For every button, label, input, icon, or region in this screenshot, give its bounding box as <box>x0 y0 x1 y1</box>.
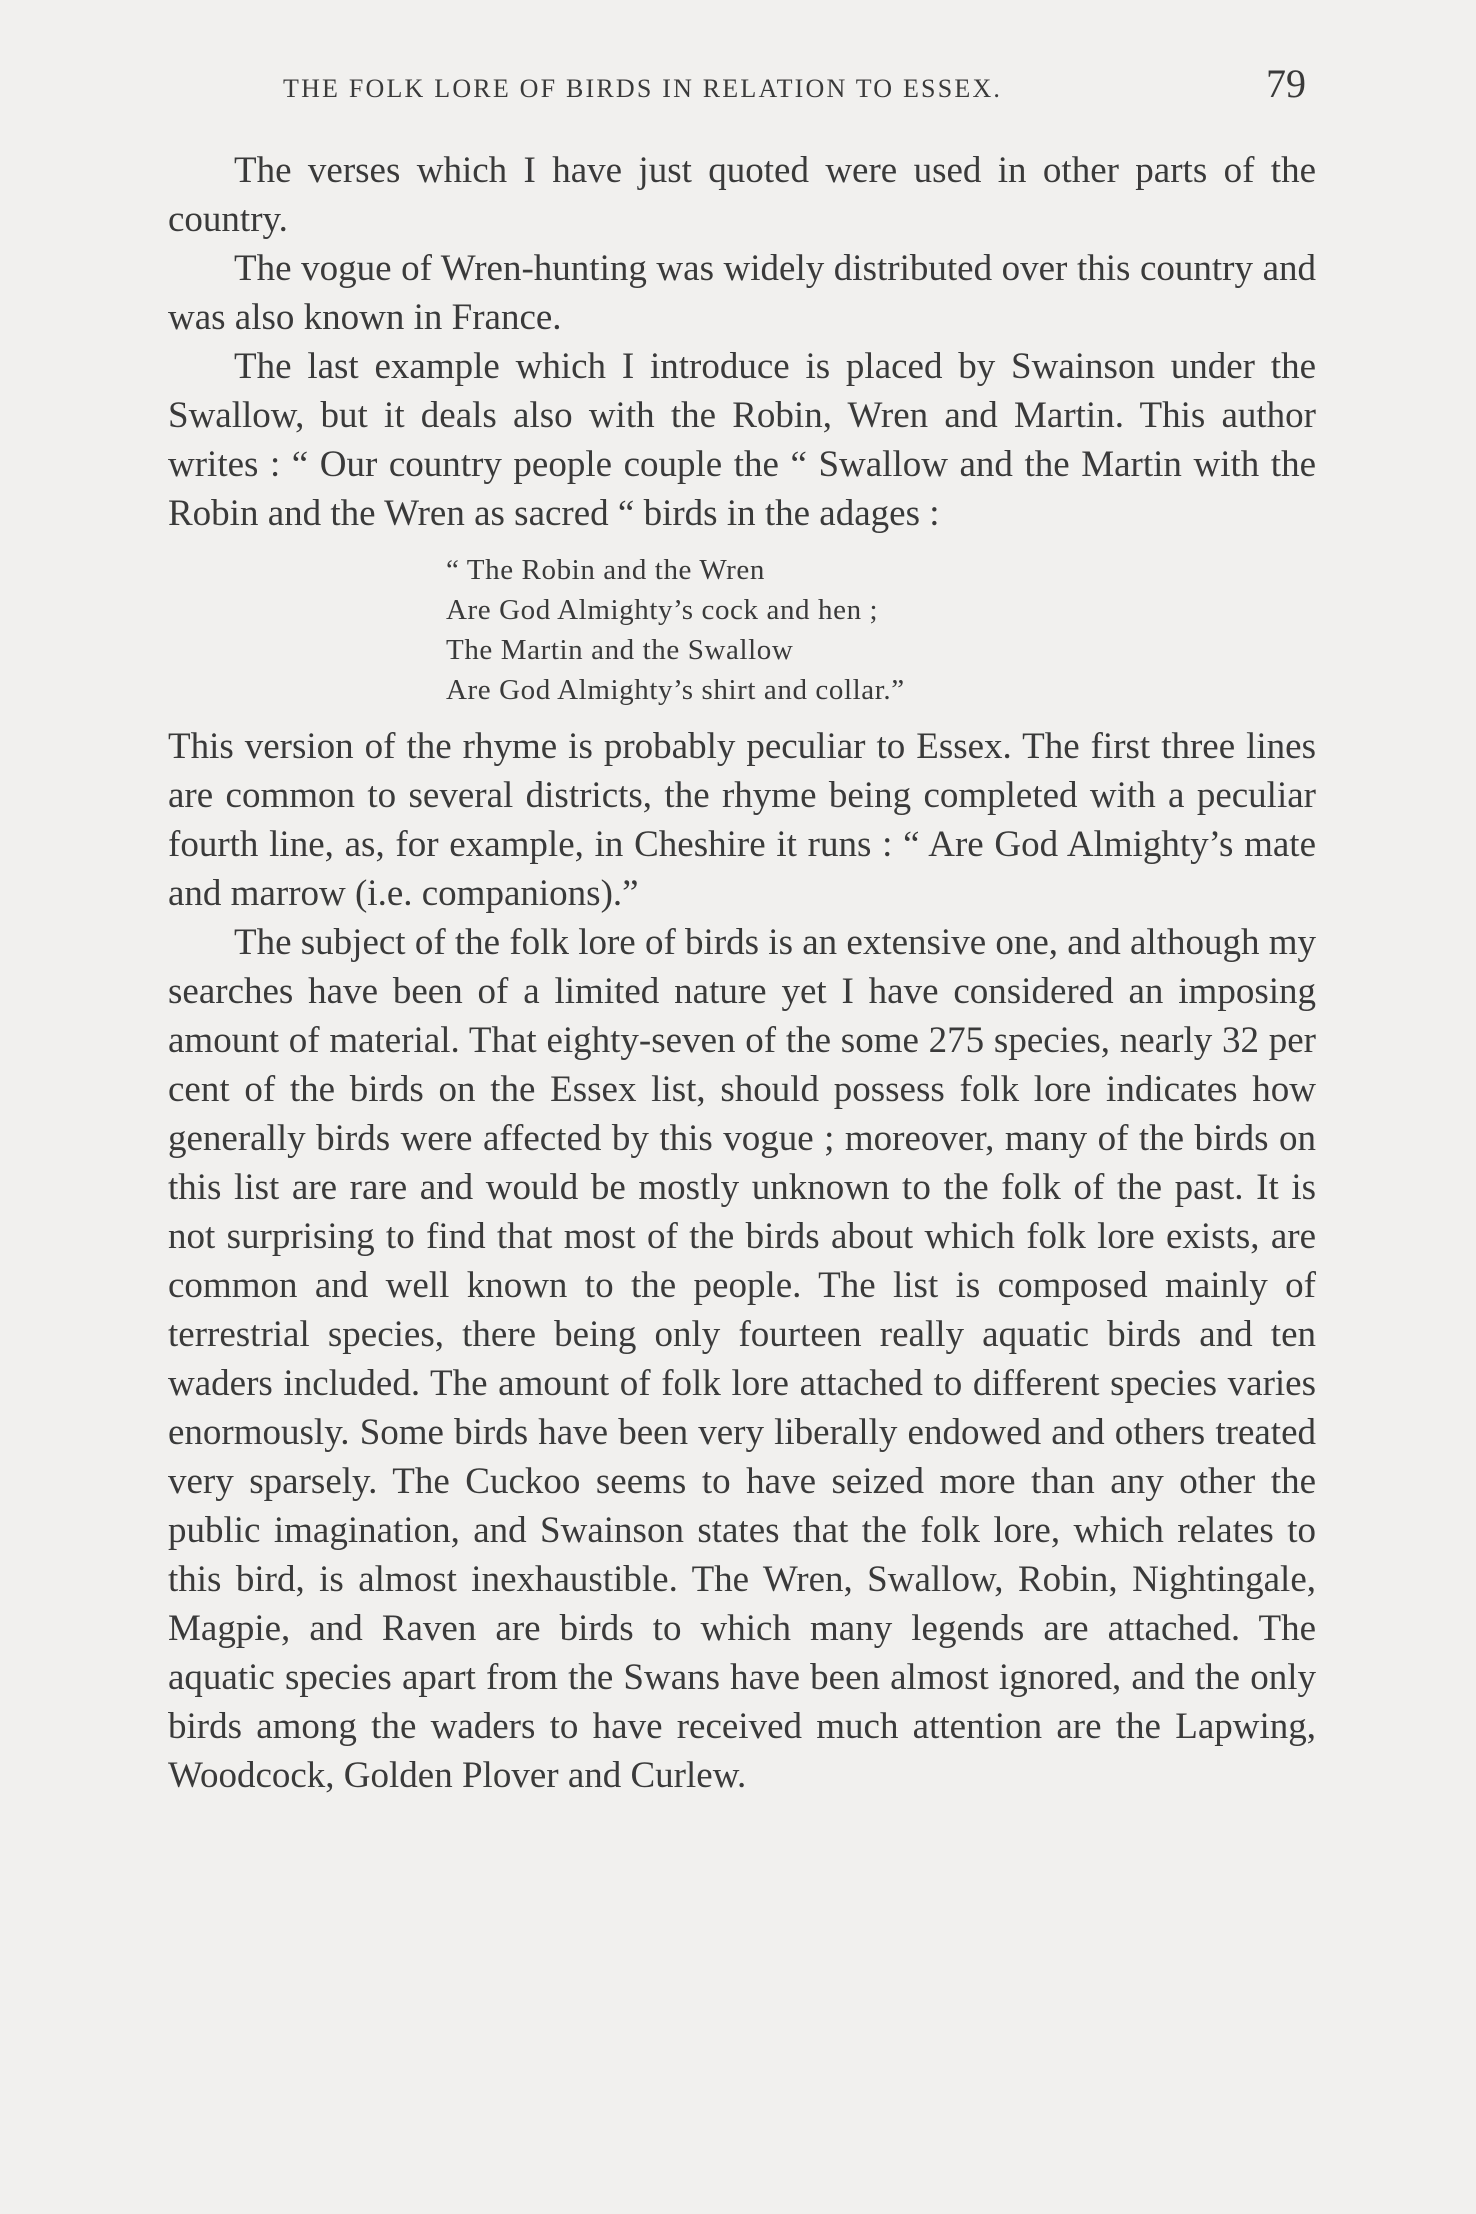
verse-line-2: Are God Almighty’s cock and hen ; <box>446 594 879 626</box>
verse-line-4: Are God Almighty’s shirt and collar.” <box>446 674 905 706</box>
body-text <box>168 146 1316 1800</box>
paragraph-5: The subject of the folk lore of birds is an extensive one, and although my searches have been of a limited nature yet I have considered an imposing amount of material. That eighty-seven of the some 275 species, nearly 32 per cent of the birds on the Essex list, should possess folk lore indicates how generally birds were affected by this vogue ; moreover, many of the birds on this list are rare and would be mostly unknown to the folk of the past. It is not surprising to find that most of the birds about which folk lore exists, are common and well known to the people. The list is composed mainly of terrestrial species, there being only fourteen really aquatic birds and ten waders included. The amount of folk lore attached to different species varies enormously. Some birds have been very liberally endowed and others treated very sparsely. The Cuckoo seems to have seized more than any other the public imagination, and Swainson states that the folk lore, which relates to this bird, is almost inexhaustible. The Wren, Swallow, Robin, Nightingale, Magpie, and Raven are birds to which many legends are attached. The aquatic species apart from the Swans have been almost ignored, and the only birds among the waders to have received much attention are the Lapwing, Woodcock, Golden Plover and Curlew. <box>168 922 1316 1796</box>
running-title: THE FOLK LORE OF BIRDS IN RELATION TO ESSEX. <box>283 74 1003 103</box>
paragraph-4: This version of the rhyme is probably peculiar to Essex. The first three lines are common to several districts, the rhyme being completed with a peculiar fourth line, as, for example, in Cheshire it runs : “ Are God Almighty’s mate and marrow (i.e. companions).” <box>168 726 1316 914</box>
rhyme-verse <box>446 550 1316 710</box>
paragraph-3: The last example which I introduce is placed by Swainson under the Swallow, but it deals also with the Robin, Wren and Martin. This author writes : “ Our country people couple the “ Swallow and the Martin with the Robin and the Wren as sacred “ birds in the adages : <box>168 346 1316 534</box>
paragraph-2: The vogue of Wren-hunting was widely distributed over this country and was also known in France. <box>168 248 1316 338</box>
page-number: 79 <box>1266 61 1306 106</box>
paragraph-1: The verses which I have just quoted were used in other parts of the country. <box>168 150 1316 240</box>
verse-line-3: The Martin and the Swallow <box>446 634 794 666</box>
running-head <box>168 60 1316 132</box>
book-page <box>168 60 1316 1800</box>
verse-line-1: “ The Robin and the Wren <box>446 554 765 586</box>
